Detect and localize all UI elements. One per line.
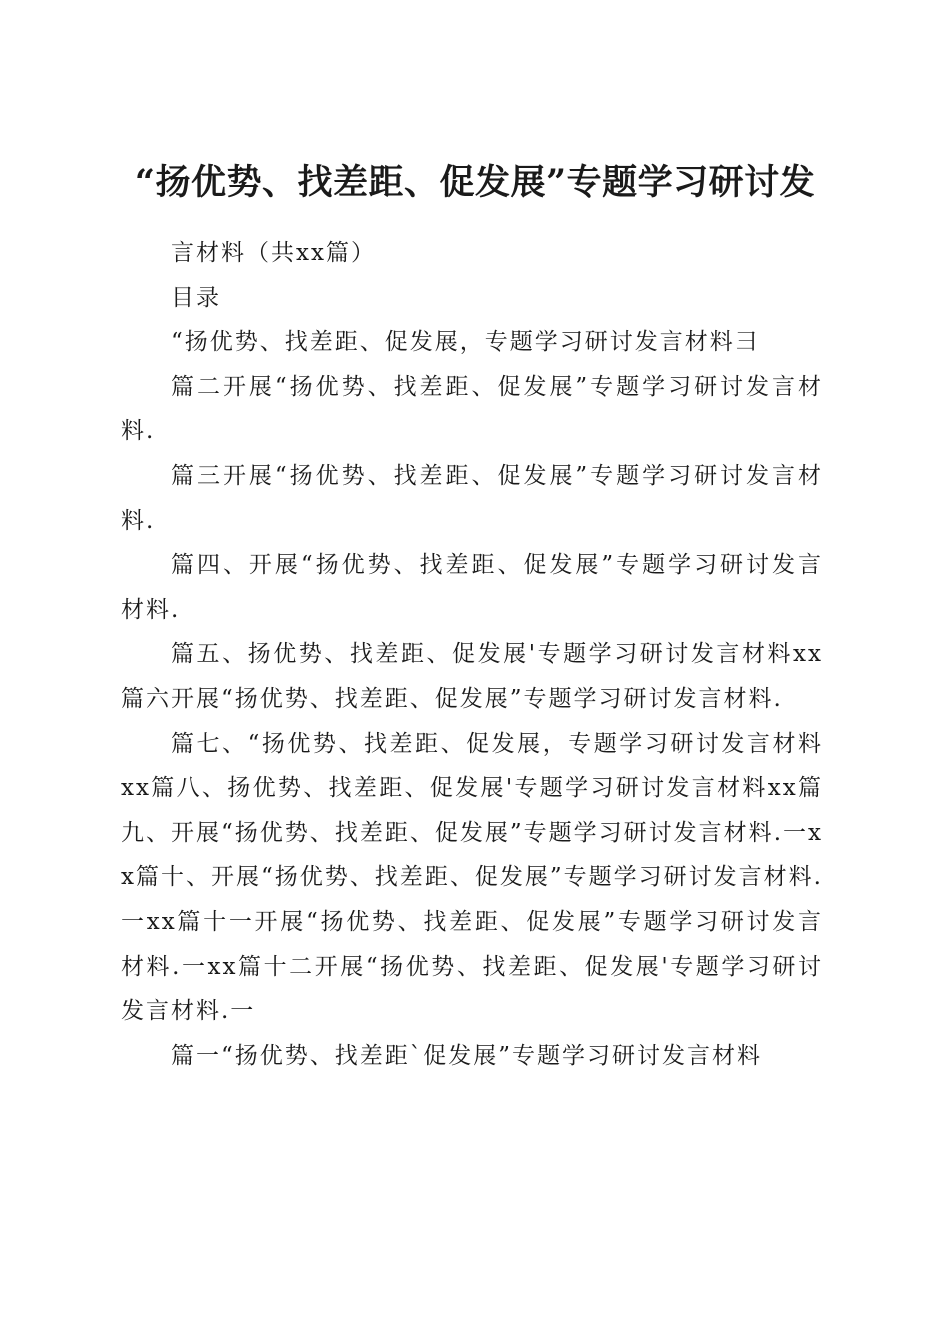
document-body (121, 231, 823, 1078)
toc-heading: 目录 (171, 284, 221, 311)
document-title: “扬优势、找差距、促发展”专题学习研讨发 (134, 162, 816, 204)
toc-entry: 篇五、扬优势、找差距、促发展'专题学习研讨发言材料xx篇六开展“扬优势、找差距、促发展”专题学习研讨发言材料. (121, 641, 823, 712)
toc-entry: 篇四、开展“扬优势、找差距、促发展”专题学习研讨发言材料. (121, 552, 823, 623)
toc-entry: 篇三开展“扬优势、找差距、促发展”专题学习研讨发言材料. (121, 462, 823, 534)
title-continuation: 言材料（共xx篇） (171, 240, 376, 266)
section-heading: 篇一“扬优势、找差距`促发展”专题学习研讨发言材料 (171, 1042, 763, 1069)
toc-entry: “扬优势、找差距、促发展，专题学习研讨发言材料彐 (171, 329, 760, 356)
toc-entry: 篇二开展“扬优势、找差距、促发展”专题学习研讨发言材料. (121, 373, 823, 445)
toc-entry: 篇七、“扬优势、找差距、促发展，专题学习研讨发言材料xx篇八、扬优势、找差距、促发展'专题学习研讨发言材料xx篇九、开展“扬优势、找差距、促发展”专题学习研讨发言材料.一xx篇十、开展“扬优势、找差距、促发展”专题学习研讨发言材料.一xx篇十一开展“扬优势、找差距、促发展”专题学习研讨发言材料.一xx篇十二开展“扬优势、找差距、促发展'专题学习研讨发言材料.一 (121, 730, 823, 1025)
